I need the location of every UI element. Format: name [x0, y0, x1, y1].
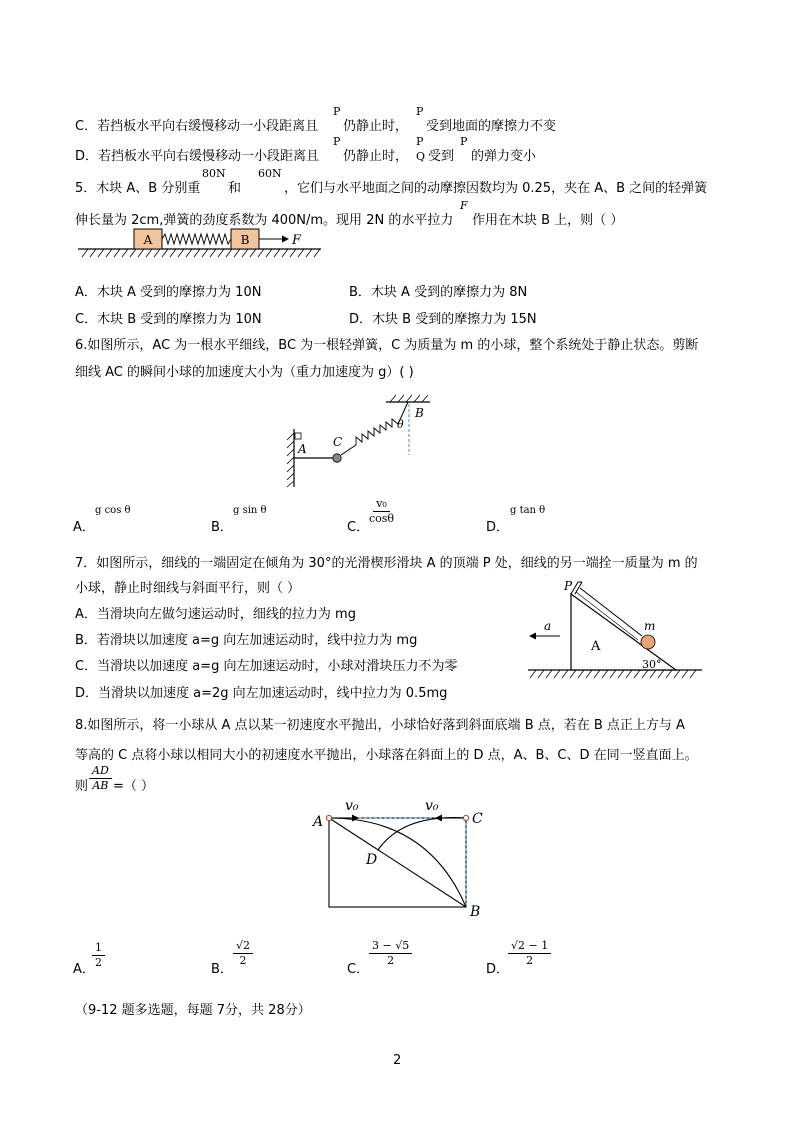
- q8-ratio-prefix: 则: [75, 779, 89, 794]
- q8-label-d: D: [366, 852, 378, 868]
- q6-option-c-denominator: cosθ: [369, 512, 395, 525]
- q5-block-b-label: B: [240, 233, 250, 247]
- q7-option-a: A．当滑块向左做匀速运动时，细线的拉力为 mg: [75, 607, 356, 622]
- q8-point-a: [326, 815, 331, 820]
- q8-trajectory-c: [378, 818, 466, 850]
- q5-spring: [162, 234, 231, 244]
- q7-label-m: m: [644, 619, 656, 633]
- q5-line2-a: 伸长量为 2cm,弹簧的劲度系数为 400N/m。现用 2N 的水平拉力: [75, 213, 454, 228]
- q4-c-p-label-2: P: [416, 105, 424, 118]
- q8-figure: [308, 792, 498, 920]
- q8-option-b-fraction: [233, 939, 253, 968]
- q7-line2: 小球，静止时细线与斜面平行，则（ ）: [75, 581, 301, 596]
- q5-line1-he: 和: [228, 181, 242, 196]
- q8-option-c: C．: [347, 962, 370, 977]
- q6-label-b: B: [415, 406, 424, 420]
- q8-line1: 8.如图所示，将一小球从 A 点以某一初速度水平抛出，小球恰好落到斜面底端 B 点，若在 B 点正上方与 A: [75, 718, 685, 733]
- q7-ball: [641, 635, 655, 649]
- q5-force-arrow-label: F: [292, 233, 302, 248]
- q8-option-d-denominator: 2: [526, 954, 534, 967]
- q6-option-c-numerator: v₀: [373, 497, 390, 512]
- q7-accel-arrowhead: [529, 633, 536, 640]
- section-note: （9-12 题多选题，每题 7分，共 28分）: [75, 1003, 311, 1018]
- q7-line1: 7．如图所示，细线的一端固定在倾角为 30°的光滑楔形滑块 A 的顶端 P 处，细线的另一端拴一质量为 m 的: [75, 556, 698, 571]
- q6-figure: [282, 393, 432, 493]
- q8-ratio-fraction: [89, 764, 112, 793]
- q5-option-c: C．木块 B 受到的摩擦力为 10N: [75, 312, 262, 327]
- q7-label-p: P: [564, 579, 573, 593]
- q7-option-c: C．当滑块以加速度 a=g 向左加速运动时，小球对滑块压力不为零: [75, 659, 458, 674]
- q8-option-a-numerator: 1: [92, 941, 105, 956]
- q8-option-b-denominator: 2: [239, 954, 247, 967]
- q6-label-theta: θ: [397, 418, 404, 431]
- q8-label-c: C: [472, 811, 483, 827]
- q5-weight-b: 60N: [258, 167, 282, 180]
- q8-ratio-denominator: AB: [92, 779, 109, 792]
- q4-option-c: C．若挡板水平向右缓慢移动一小段距离且: [75, 119, 319, 134]
- q6-option-c-fraction: [369, 497, 394, 526]
- q8-option-d-fraction: [508, 939, 551, 968]
- q6-right-angle: [295, 433, 301, 439]
- q6-line1: 6.如图所示，AC 为一根水平细线，BC 为一根轻弹簧，C 为质量为 m 的小球，整个系统处于静止状态。剪断: [75, 338, 699, 353]
- q8-option-a-fraction: [92, 941, 105, 970]
- q5-line2-b: 作用在木块 B 上，则（ ）: [472, 213, 624, 228]
- q6-label-c: C: [333, 435, 343, 449]
- q7-label-block: A: [591, 639, 601, 654]
- q5-line1-a: 5．木块 A、B 分别重: [75, 181, 201, 196]
- q7-ground-hatch: [530, 670, 696, 678]
- page-number: 2: [393, 1053, 402, 1068]
- q8-label-v0-right: v₀: [425, 798, 439, 814]
- q7-option-b: B．若滑块以加速度 a=g 向左加速运动时，线中拉力为 mg: [75, 633, 418, 648]
- q6-option-a-expr: g cos θ: [95, 505, 131, 516]
- q8-ratio-numerator: AD: [89, 764, 112, 779]
- q4-option-d: D．若挡板水平向右缓慢移动一小段距离且: [75, 149, 320, 164]
- q8-label-b: B: [470, 904, 481, 920]
- q8-option-d: D．: [486, 962, 510, 977]
- q6-line2: 细线 AC 的瞬间小球的加速度大小为（重力加速度为 g）( ): [75, 365, 414, 380]
- q7-option-d: D．当滑块以加速度 a=2g 向左加速运动时，线中拉力为 0.5mg: [75, 686, 448, 701]
- q6-ball: [333, 454, 341, 462]
- q8-option-b-numerator: √2: [233, 939, 253, 954]
- q8-label-a: A: [313, 814, 324, 830]
- q6-option-a: A．: [73, 520, 95, 535]
- q4-d-end: 的弹力变小: [471, 149, 537, 164]
- q5-option-b: B．木块 A 受到的摩擦力为 8N: [349, 285, 528, 300]
- q7-figure: [524, 578, 708, 680]
- q8-option-c-numerator: 3 − √5: [369, 939, 412, 954]
- q4-c-mid: 仍静止时，: [343, 119, 409, 134]
- q8-v0-right-arrowhead: [435, 815, 442, 822]
- q6-ceiling-hatch: [390, 395, 428, 402]
- q8-option-c-fraction: [369, 939, 412, 968]
- q6-label-a: A: [298, 442, 307, 456]
- q6-option-b-expr: g sin θ: [233, 505, 267, 516]
- q7-label-a: a: [544, 619, 552, 633]
- q4-d-p-label-2: P: [416, 135, 424, 148]
- q6-option-b: B．: [211, 520, 233, 535]
- q5-ground-hatch: [82, 249, 320, 257]
- q5-force-arrowhead: [282, 236, 289, 243]
- q6-option-d: D．: [486, 520, 510, 535]
- q5-figure: [76, 226, 336, 258]
- q4-d-p-label-3: P: [460, 135, 468, 148]
- q5-block-a-label: A: [143, 233, 153, 247]
- q8-option-c-denominator: 2: [387, 954, 395, 967]
- q7-label-angle: 30°: [642, 658, 662, 671]
- q5-line1-b: ，它们与水平地面之间的动摩擦因数均为 0.25，夹在 A、B 之间的轻弹簧: [284, 181, 708, 196]
- q8-option-b: B．: [211, 962, 233, 977]
- q8-option-a-denominator: 2: [95, 956, 102, 969]
- q5-weight-a: 80N: [202, 167, 226, 180]
- q8-option-d-numerator: √2 − 1: [508, 939, 551, 954]
- q6-spring: [356, 419, 398, 445]
- q4-d-mid: 仍静止时，: [343, 149, 409, 164]
- q5-force-label: F: [460, 199, 468, 212]
- q8-point-c: [463, 815, 468, 820]
- q8-ratio-suffix: =（ ）: [113, 779, 155, 794]
- q4-c-p-label: P: [333, 105, 341, 118]
- q4-c-end: 受到地面的摩擦力不变: [426, 119, 557, 134]
- q5-option-d: D．木块 B 受到的摩擦力为 15N: [349, 312, 537, 327]
- q4-d-p-label: P: [333, 135, 341, 148]
- q6-spring-lead: [341, 445, 356, 455]
- q6-option-d-expr: g tan θ: [510, 505, 546, 516]
- q8-label-v0-left: v₀: [345, 798, 359, 814]
- q4-d-q-label: Q: [416, 150, 426, 163]
- q6-option-c: C．: [347, 520, 370, 535]
- q8-line2: 等高的 C 点将小球以相同大小的初速度水平抛出，小球落在斜面上的 D 点，A、B、C、D 在同一竖直面上。: [75, 748, 698, 763]
- q5-option-a: A．木块 A 受到的摩擦力为 10N: [75, 285, 262, 300]
- q6-wall-hatch: [287, 433, 294, 487]
- q8-option-a: A．: [73, 962, 95, 977]
- q4-d-recv: 受到: [428, 149, 455, 164]
